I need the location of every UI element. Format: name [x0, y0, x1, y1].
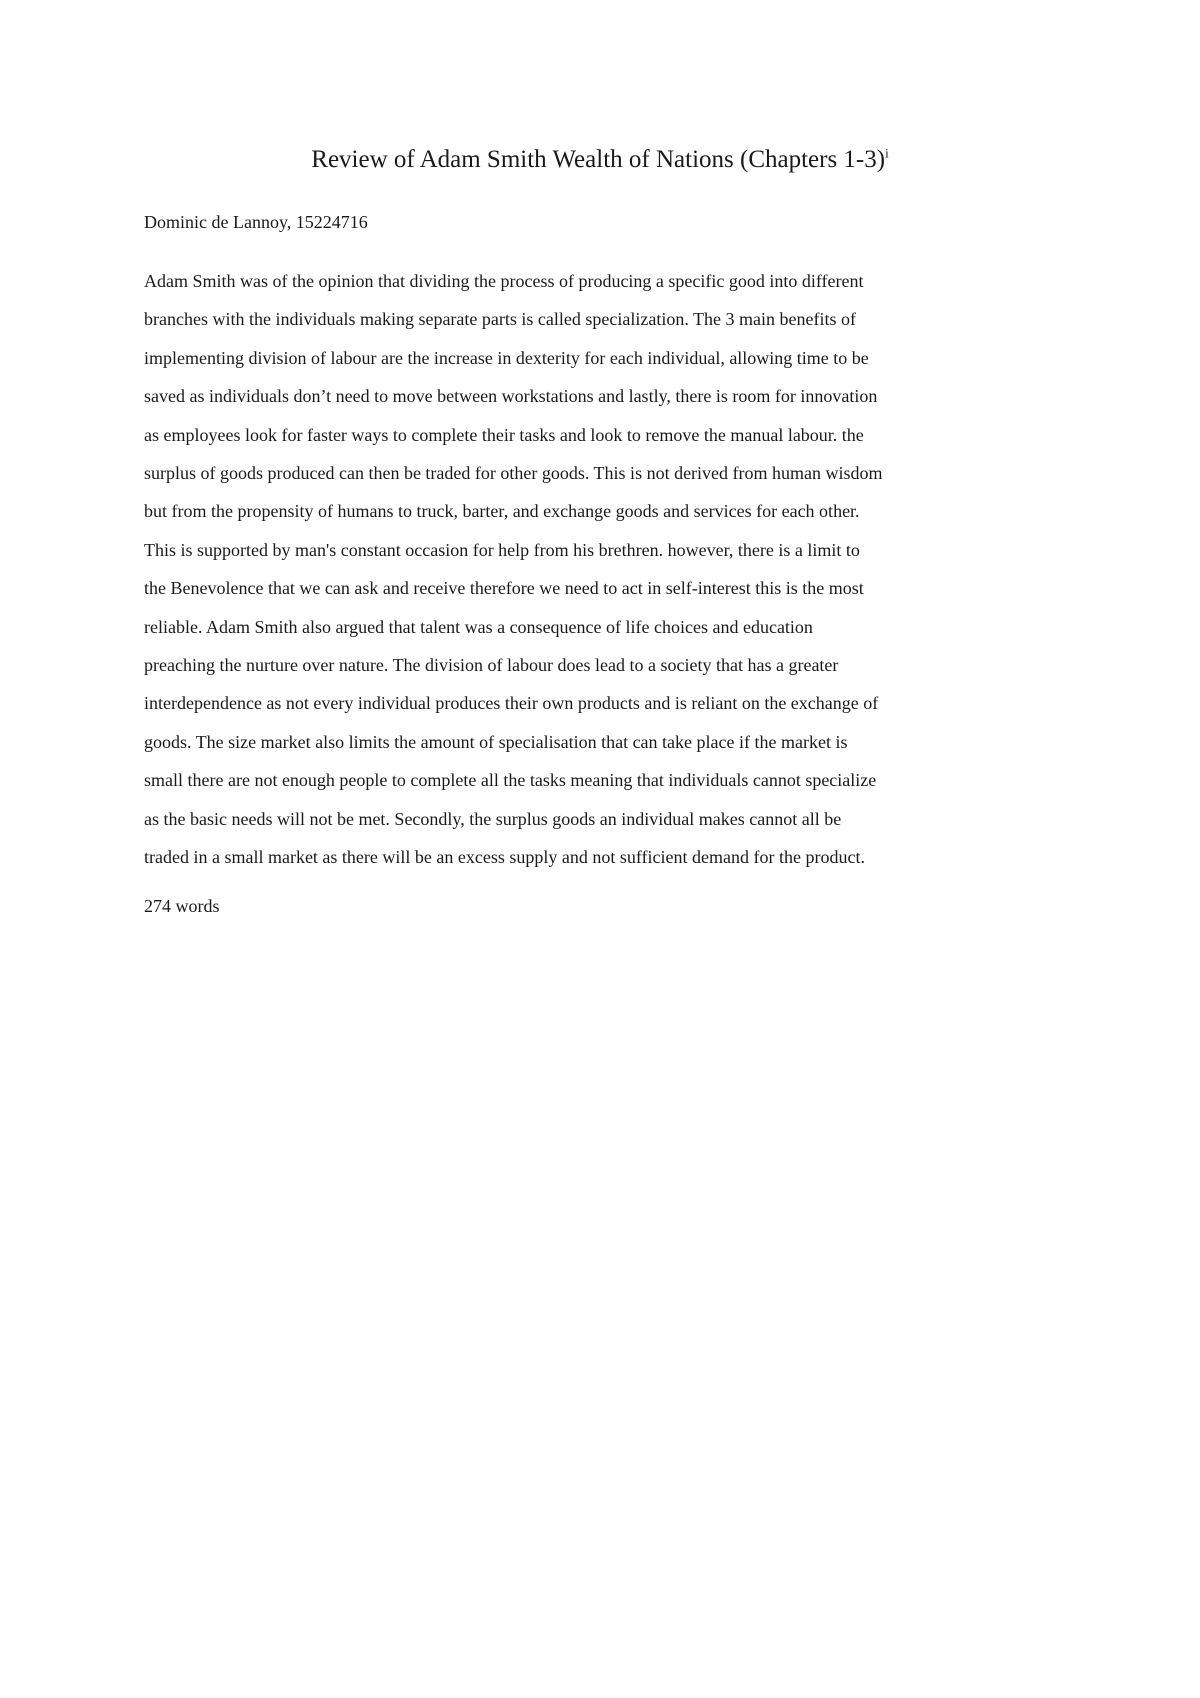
body-line: the Benevolence that we can ask and receive therefore we need to act in self-interest this is the most	[144, 578, 864, 599]
body-line: surplus of goods produced can then be traded for other goods. This is not derived from human wisdom	[144, 463, 883, 484]
author-line: Dominic de Lannoy, 15224716	[144, 212, 368, 232]
body-line: This is supported by man's constant occasion for help from his brethren. however, there is a limit to	[144, 539, 860, 560]
body-line: traded in a small market as there will be an excess supply and not sufficient demand for the product.	[144, 847, 865, 868]
body-line: implementing division of labour are the increase in dexterity for each individual, allowing time to be	[144, 347, 869, 368]
body-line: saved as individuals don’t need to move between workstations and lastly, there is room for innovation	[144, 386, 878, 407]
body-line: preaching the nurture over nature. The division of labour does lead to a society that has a greater	[144, 655, 839, 676]
body-line: but from the propensity of humans to truck, barter, and exchange goods and services for each other.	[144, 501, 860, 522]
body-line: as the basic needs will not be met. Secondly, the surplus goods an individual makes cannot all be	[144, 808, 842, 829]
body-line: branches with the individuals making separate parts is called specialization. The 3 main benefits of	[144, 309, 856, 330]
body-line: goods. The size market also limits the amount of specialisation that can take place if the market is	[144, 731, 848, 752]
title-footnote-marker: i	[885, 145, 889, 161]
body-line: reliable. Adam Smith also argued that talent was a consequence of life choices and education	[144, 616, 813, 637]
body-line: small there are not enough people to complete all the tasks meaning that individuals cannot specialize	[144, 770, 877, 791]
body-line: Adam Smith was of the opinion that dividing the process of producing a specific good into different	[144, 271, 864, 291]
body-line: interdependence as not every individual produces their own products and is reliant on the exchange of	[144, 693, 879, 714]
document-title-text: Review of Adam Smith Wealth of Nations (Chapters 1-3)	[311, 146, 886, 173]
document-title	[0, 144, 1200, 176]
body-paragraph	[144, 262, 1064, 877]
word-count: 274 words	[144, 896, 220, 916]
body-line: as employees look for faster ways to complete their tasks and look to remove the manual labour. the	[144, 424, 864, 445]
